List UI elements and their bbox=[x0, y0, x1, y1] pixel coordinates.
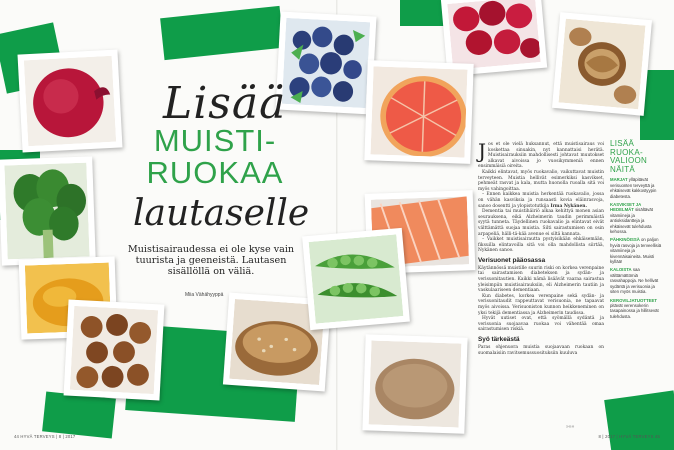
green-block bbox=[160, 6, 284, 60]
peas-photo bbox=[302, 228, 410, 330]
sidebar-item: KALOISTA saa välttämättömiä rasvahappoja. Ne hellivät sydäntä ja verisuonia ja siten myös muistia. bbox=[610, 267, 659, 295]
sidebar-item: KEROVILJATUOTTEET pitävät verensokerin tasapainossa ja hillitsevät tulehdusta. bbox=[610, 297, 659, 319]
headline-line-1: Lisää bbox=[163, 78, 287, 129]
byline: Miia Vähähyyppä bbox=[185, 292, 224, 298]
headline-line-2: MUISTI- bbox=[153, 123, 277, 158]
body-paragraph: Dementia tai muistihäiriö alkaa kehittyä monen asian seurauksena, eikä Alzheimerin taudin perimmäistä syytä tunneta. Täydellinen ruokavalio ja elintavat eivät välttämättä suojaa muistia. Silti sairastumisen on osin arpapeliä, hälli-tä-kää avenue ei siltä kannata. bbox=[478, 209, 604, 237]
body-paragraph: Kaikki elintavat, myös ruokavalio, vaikuttavat muistin terveyteen. Muistia hellivät esimerkiksi kasvikset, pehmeät rasvat ja kala, mutta huonolla ruoalla sitä voi myös vahingoittaa. bbox=[478, 169, 604, 192]
hazelnuts-photo bbox=[64, 300, 165, 401]
pomegranate-photo bbox=[18, 49, 123, 152]
section-heading: Syö tärkeästä bbox=[478, 336, 520, 343]
folio-right: 8 | 2017 | HYVÄ TERVEYS 45 bbox=[598, 434, 660, 439]
intro-paragraph: Jos et ole vielä huksannut, että muistisairaus voi koskettaa sinuakin, nyt kannattaisi herätä. Muistisairauksiin mahdollisesti johtavat muutokset alkavat aivoissa jo vuosikymmeniä ennen ensimmäisiä oireita. bbox=[478, 139, 604, 170]
body-paragraph: – Vaikket muistisairautta pystyisikään ehkäisemään, fiksuilla elintavoilla sitä voi olla mahdollista siirtää, Nykänen sanoo. bbox=[478, 237, 604, 254]
sidebar-box bbox=[610, 140, 662, 319]
body-paragraph: Hyvät uutiset ovat, että syömällä sydäntä ja verisuonia suojaavaa ruokaa voi vähentää omaa sairastumisen riskiä. bbox=[478, 316, 604, 333]
continued-marker: »»» bbox=[566, 424, 575, 430]
headline-line-4: lautaselle bbox=[133, 193, 310, 234]
body-paragraph: Käytännössä muistille suurin riski on korkea verenpaine tai sairastamisen diabeteksen ja sydän- ja verisuonitautien. Kaikki nämä lisäävät vaaraa sairastua yleisimpiin muistisairauksiin, eli Alzheimerin tautiin ja vaskulaariseen dementiaan. bbox=[478, 265, 604, 294]
headline-line-3: RUOKAA bbox=[146, 155, 284, 190]
dropcap: J bbox=[478, 139, 487, 163]
sidebar-item: PÄHKINÖISSÄ on paljon hyviä rasvoja ja terveellisiä vitamiineja ja kivennäisaineita. Muisti kyllää! bbox=[610, 237, 662, 265]
headline-line-2-3 bbox=[140, 125, 290, 189]
sidebar-title: LISÄÄ RUOKA- VALIOON NÄITÄ bbox=[610, 139, 648, 174]
walnuts-photo bbox=[552, 12, 652, 116]
article-deck: Muistisairaudessa ei ole kyse vain tuurista ja geeneistä. Lautasen sisällöllä on väliä. bbox=[127, 244, 295, 277]
grapefruit-photo bbox=[364, 60, 473, 164]
sidebar-item: MARJAT ylläpitävät verisuonten terveyttä ja ehkäisevät kakkostyypin diabetesta. bbox=[610, 177, 657, 199]
flour-photo bbox=[362, 334, 467, 434]
green-block bbox=[42, 391, 116, 438]
body-paragraph: – Ennen kaikkea muistia herkentää ruokavalio, jossa on vähän kasviksia ja runsaasti kovia eläinrasvoja, sanoo dosentti ja ylopistotutkija Irma Nykänen. bbox=[478, 192, 604, 209]
green-block bbox=[604, 390, 674, 450]
article-column-1 bbox=[478, 139, 604, 356]
body-paragraph: Kun diabetes, korkea verenpaine sekä sydän- ja verisuonitaudit rappeuttavat verisuonia, ne tapaavat myös aivoissa. Verisuoniston kunnon heikkeneminen on yksi tekijä dementiassa ja Alzheimerin taudissa. bbox=[478, 293, 604, 316]
body-paragraph: Paras ohjenuora muistia suojaavaan ruokaan on suomalaisiin ravitsemussuosituksiin kuuluva bbox=[478, 345, 604, 356]
folio-left: 44 HYVÄ TERVEYS | 8 | 2017 bbox=[14, 434, 76, 439]
section-heading: Verisuonet pääosassa bbox=[478, 256, 546, 264]
blueberries-photo bbox=[276, 12, 377, 115]
person-name: Irma Nykänen. bbox=[550, 203, 587, 209]
sidebar-item: KASVIKSET JA HEDELMÄT sisältävät vitamiineja ja antioksidantteja ja ehkäisevät tulehdusta kehossa. bbox=[610, 202, 653, 235]
broccoli-photo bbox=[0, 156, 96, 265]
